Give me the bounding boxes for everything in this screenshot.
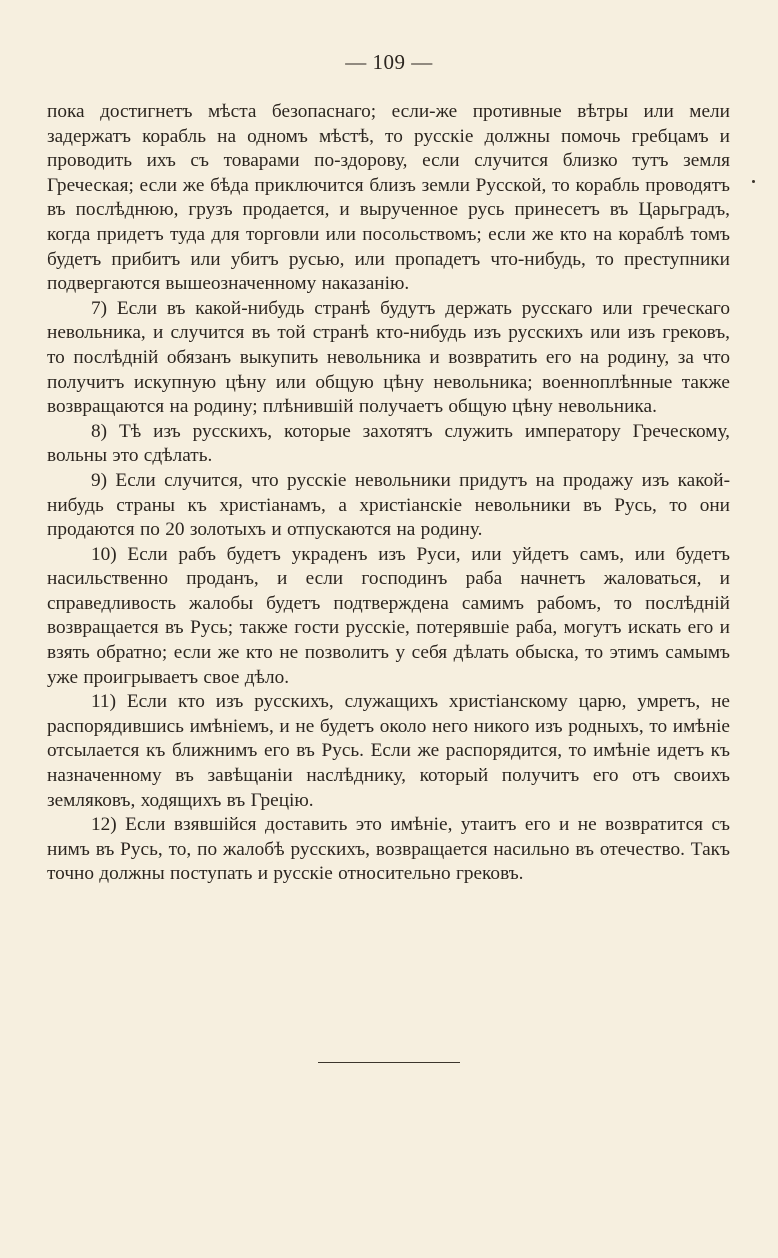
paragraph-continuation: пока достигнетъ мѣста безопаснаго; если-же противные вѣтры или мели задержатъ корабль на одномъ мѣстѣ, то русскіе должны помочь гребцамъ и проводить ихъ съ товарами по-здорову, если случится близко тутъ земля Греческая; если же бѣда приключится близъ земли Русской, то корабль проводятъ въ послѣднюю, грузъ продается, и вырученное русь принесетъ въ Царьградъ, когда придетъ туда для торговли или посольствомъ; если же кто на кораблѣ томъ будетъ прибитъ или убитъ русью, или пропадетъ что-нибудь, то преступники подвергаются вышеозначенному наказанію. [47, 101, 730, 295]
paragraph-article-10: 10) Если рабъ будетъ украденъ изъ Руси, или уйдетъ самъ, или будетъ насильственно проданъ, и если господинъ раба начнетъ жаловаться, и справедливость жалобы будетъ подтверждена самимъ рабомъ, то послѣдній возвращается въ Русь; также гости русскіе, потерявшіе раба, могутъ искать его и взять обратно; если же кто не позволитъ у себя дѣлать обыска, то этимъ самымъ уже проигрываетъ свое дѣло. [47, 543, 730, 688]
page-number: — 109 — [345, 50, 433, 74]
paragraph-article-11: 11) Если кто изъ русскихъ, служащихъ христіанскому царю, умретъ, не распорядившись имѣніемъ, и не будетъ около него никого изъ родныхъ, то имѣніе отсылается къ ближнимъ его въ Русь. Если же распорядится, то имѣніе идетъ къ назначенному въ завѣщаніи наслѣднику, который получитъ его отъ своихъ земляковъ, ходящихъ въ Грецію. [47, 691, 730, 811]
end-rule-divider [318, 1062, 460, 1063]
paragraph-article-9: 9) Если случится, что русскіе невольники придутъ на продажу изъ какой-нибудь страны къ христіанамъ, а христіанскіе невольники въ Русь, то они продаются по 20 золотыхъ и отпускаются на родину. [47, 469, 730, 541]
body-text [47, 100, 730, 887]
paragraph-article-12: 12) Если взявшійся доставить это имѣніе, утаитъ его и не возвратится съ нимъ въ Русь, то, по жалобѣ русскихъ, возвращается насильно въ отечество. Такъ точно должны поступать и русскіе относительно грековъ. [47, 814, 730, 885]
ink-speck [752, 180, 755, 183]
paragraph-article-7: 7) Если въ какой-нибудь странѣ будутъ держать русскаго или греческаго невольника, и случится въ той странѣ кто-нибудь изъ русскихъ или изъ грековъ, то послѣдній обязанъ выкупить невольника и возвратить его на родину, за что получитъ искупную цѣну или общую цѣну невольника; военноплѣнные также возвращаются на родину; плѣнившій получаетъ общую цѣну невольника. [47, 297, 730, 418]
paragraph-article-8: 8) Тѣ изъ русскихъ, которые захотятъ служить императору Греческому, вольны это сдѣлать. [47, 420, 730, 467]
